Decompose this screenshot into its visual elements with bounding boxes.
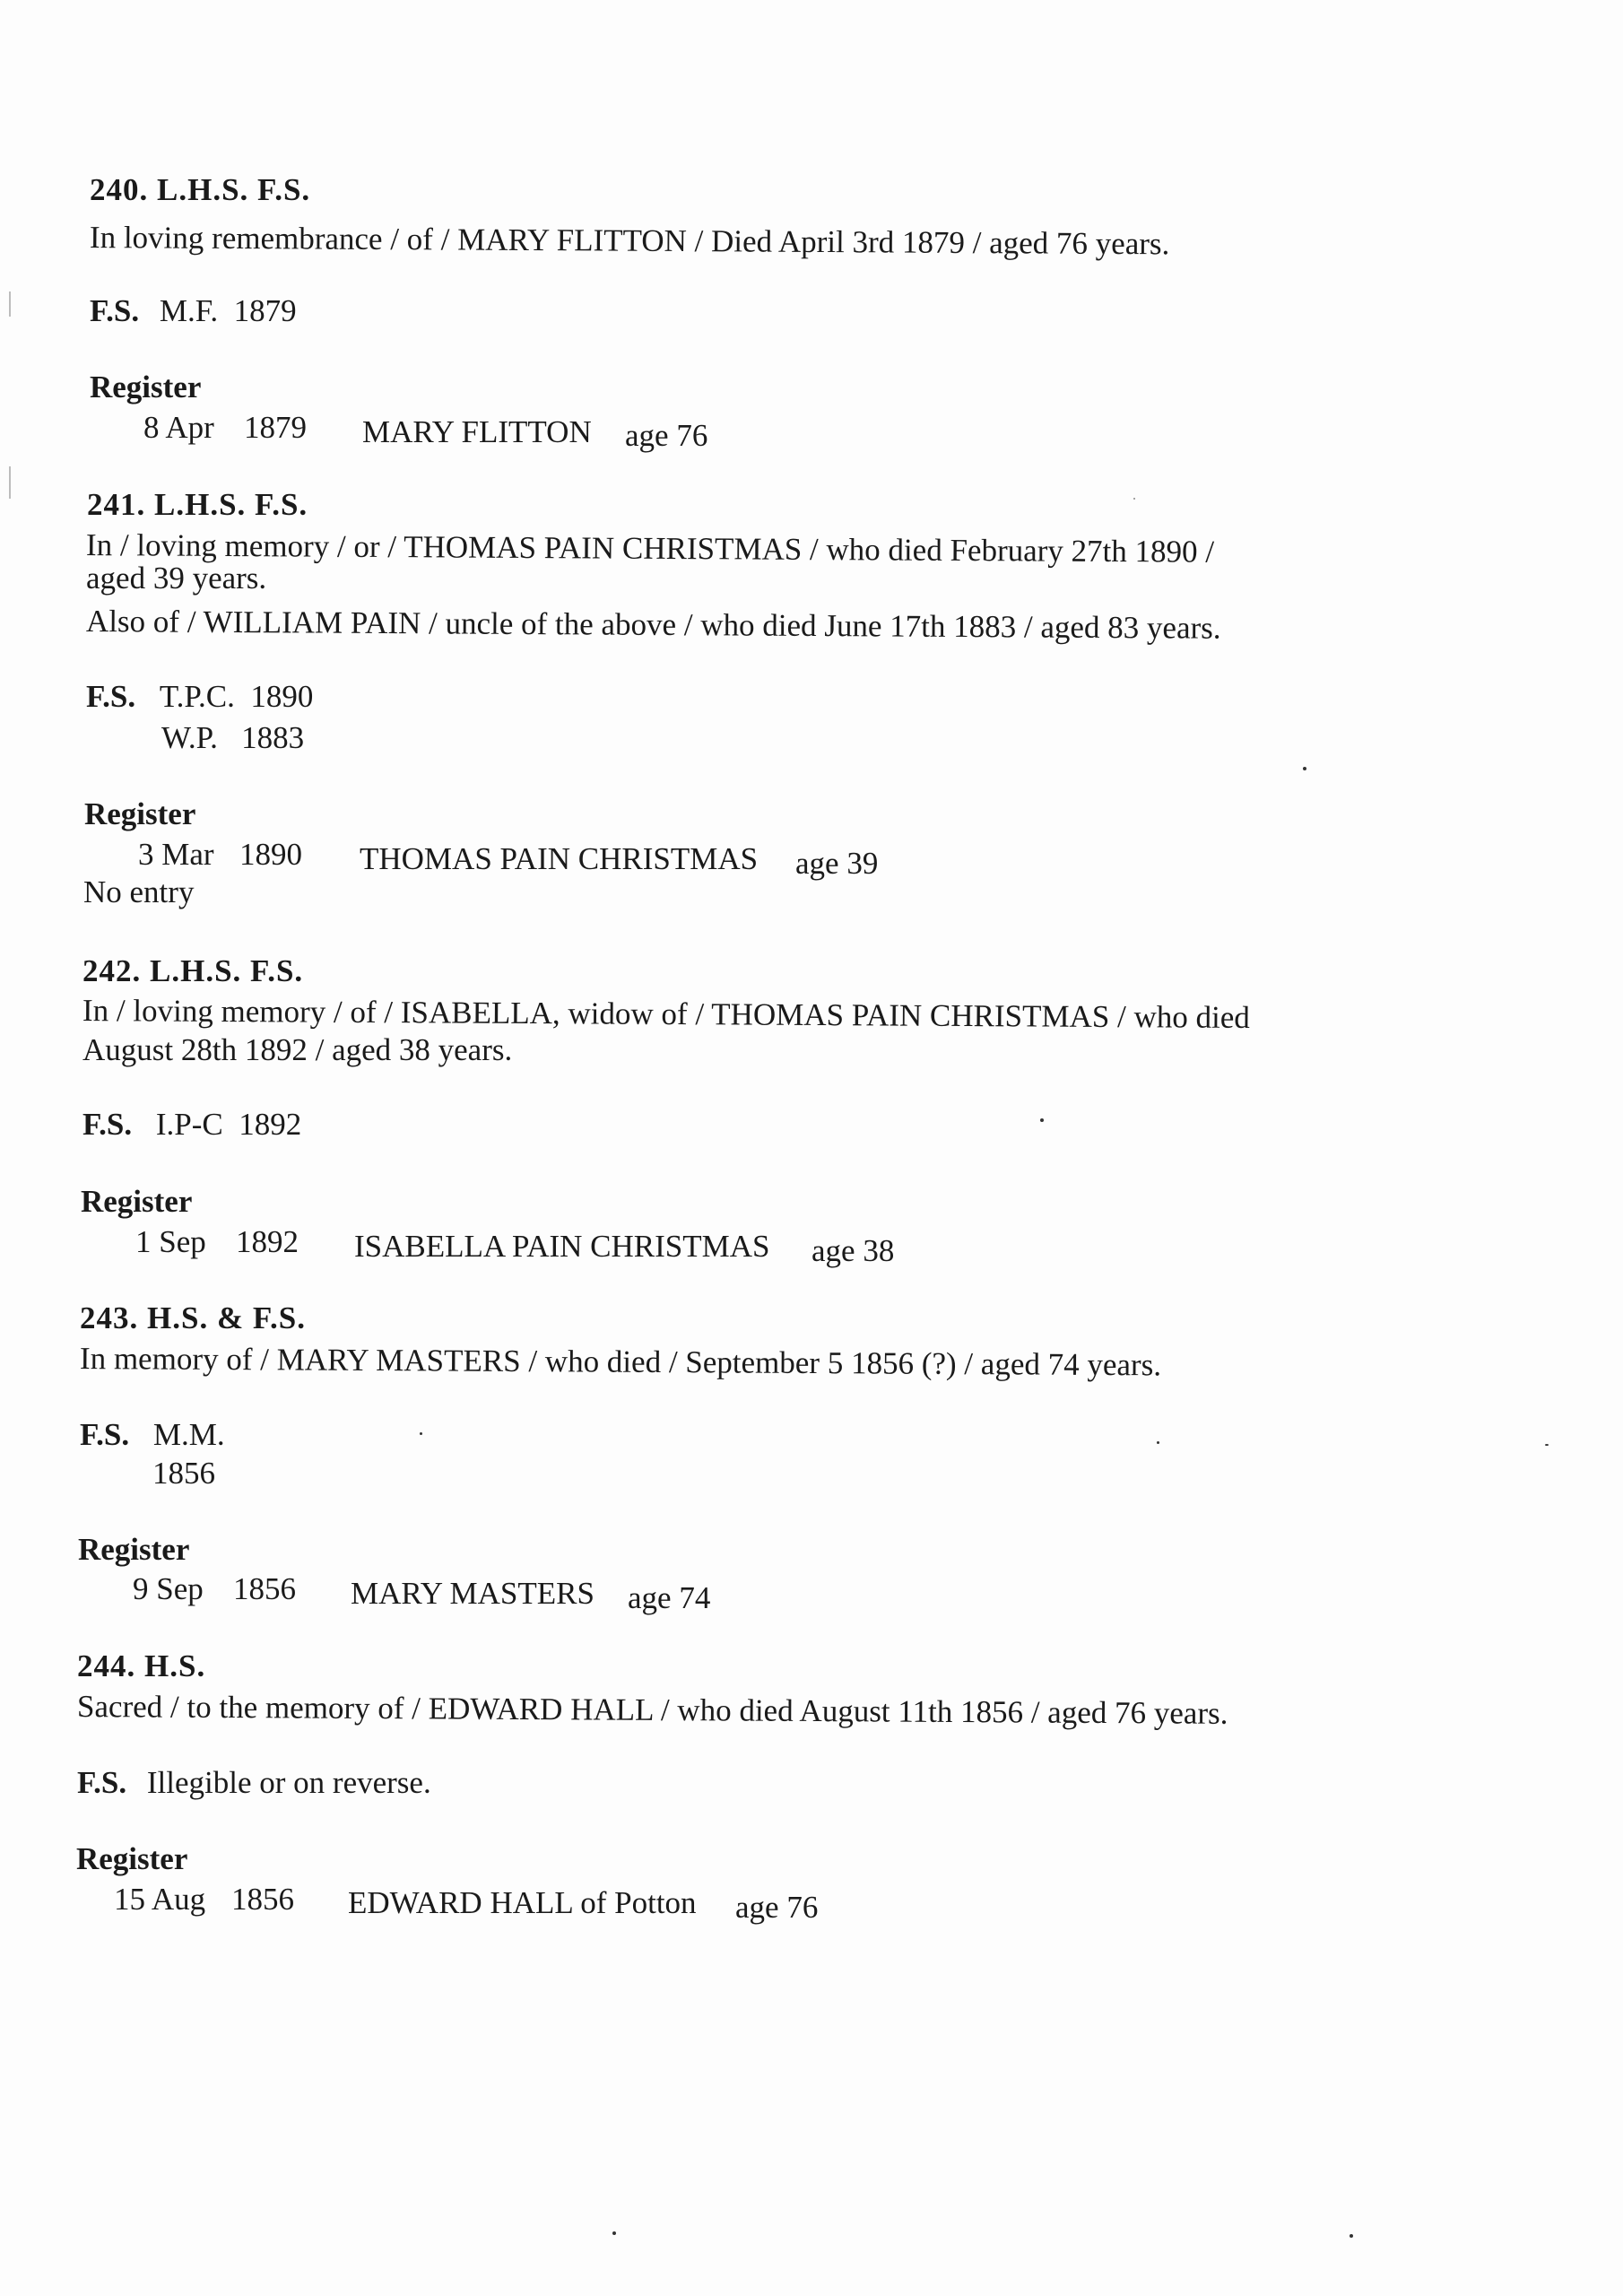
register-name: MARY FLITTON	[362, 414, 592, 449]
fs-value-line: 1856	[152, 1456, 215, 1491]
register-age: age 76	[625, 418, 708, 453]
fs-value: T.P.C. 1890	[159, 679, 314, 714]
entry-heading: 242. L.H.S. F.S.	[82, 953, 304, 988]
register-age: age 76	[735, 1890, 819, 1925]
register-year: 1890	[239, 837, 302, 872]
register-date: 8 Apr	[143, 410, 214, 445]
fs-value: I.P-C 1892	[155, 1107, 302, 1142]
fs-label: F.S.	[77, 1765, 127, 1800]
scan-speck	[1350, 2234, 1353, 2238]
scan-speck	[612, 2231, 616, 2235]
register-age: age 74	[628, 1580, 711, 1615]
register-age: age 39	[795, 846, 879, 881]
inscription-line: In memory of / MARY MASTERS / who died / September 5 1856 (?) / aged 74 years.	[79, 1341, 1162, 1383]
fs-value: M.F. 1879	[159, 293, 297, 328]
register-note: No entry	[83, 874, 195, 909]
register-name: ISABELLA PAIN CHRISTMAS	[354, 1229, 770, 1264]
register-year: 1856	[231, 1882, 294, 1917]
inscription-line: In loving remembrance / of / MARY FLITTON / Died April 3rd 1879 / aged 76 years.	[89, 220, 1170, 262]
register-label: Register	[78, 1532, 190, 1567]
register-date: 9 Sep	[133, 1571, 204, 1606]
fs-line	[90, 293, 297, 329]
fs-label: F.S.	[90, 293, 140, 328]
entry-heading: 240. L.H.S. F.S.	[90, 172, 311, 207]
scan-speck	[1545, 1444, 1549, 1446]
entry-heading: 244. H.S.	[77, 1648, 206, 1683]
register-name: MARY MASTERS	[351, 1576, 595, 1611]
inscription-line: Also of / WILLIAM PAIN / uncle of the above / who died June 17th 1883 / aged 83 years.	[85, 604, 1221, 646]
fs-value-line: W.P. 1883	[161, 720, 305, 755]
fs-line	[80, 1417, 225, 1453]
register-year: 1892	[236, 1224, 299, 1259]
register-year: 1879	[244, 410, 307, 445]
inscription-line: Sacred / to the memory of / EDWARD HALL / who died August 11th 1856 / aged 76 years.	[76, 1689, 1228, 1731]
scan-speck	[1040, 1118, 1044, 1122]
fs-line	[77, 1765, 431, 1801]
fs-label: F.S.	[86, 679, 136, 714]
scan-edge-mark	[9, 466, 11, 499]
fs-label: F.S.	[82, 1107, 133, 1142]
register-name: EDWARD HALL of Potton	[348, 1885, 697, 1920]
register-name: THOMAS PAIN CHRISTMAS	[360, 841, 759, 876]
fs-line	[86, 679, 313, 715]
entry-heading: 241. L.H.S. F.S.	[87, 487, 308, 522]
register-date: 3 Mar	[138, 837, 214, 872]
entry-heading: 243. H.S. & F.S.	[80, 1300, 306, 1335]
inscription-line: In / loving memory / or / THOMAS PAIN CHRISTMAS / who died February 27th 1890 /	[85, 527, 1215, 570]
scan-speck	[1303, 767, 1306, 770]
inscription-line: August 28th 1892 / aged 38 years.	[82, 1032, 513, 1067]
register-age: age 38	[812, 1233, 895, 1268]
fs-label: F.S.	[80, 1417, 130, 1452]
inscription-line: aged 39 years.	[86, 561, 267, 596]
fs-line	[82, 1107, 301, 1143]
register-label: Register	[84, 796, 196, 831]
scan-speck	[1133, 498, 1135, 500]
register-label: Register	[90, 370, 202, 404]
register-date: 15 Aug	[114, 1882, 206, 1917]
register-year: 1856	[233, 1571, 296, 1606]
inscription-line: In / loving memory / of / ISABELLA, widow of / THOMAS PAIN CHRISTMAS / who died	[82, 993, 1250, 1035]
scan-speck	[1157, 1441, 1159, 1444]
register-label: Register	[76, 1841, 188, 1876]
fs-value: Illegible or on reverse.	[146, 1765, 431, 1800]
scan-edge-mark	[9, 291, 11, 317]
scan-speck	[420, 1432, 422, 1435]
register-date: 1 Sep	[135, 1224, 206, 1259]
register-label: Register	[81, 1184, 193, 1219]
fs-value: M.M.	[152, 1417, 225, 1452]
